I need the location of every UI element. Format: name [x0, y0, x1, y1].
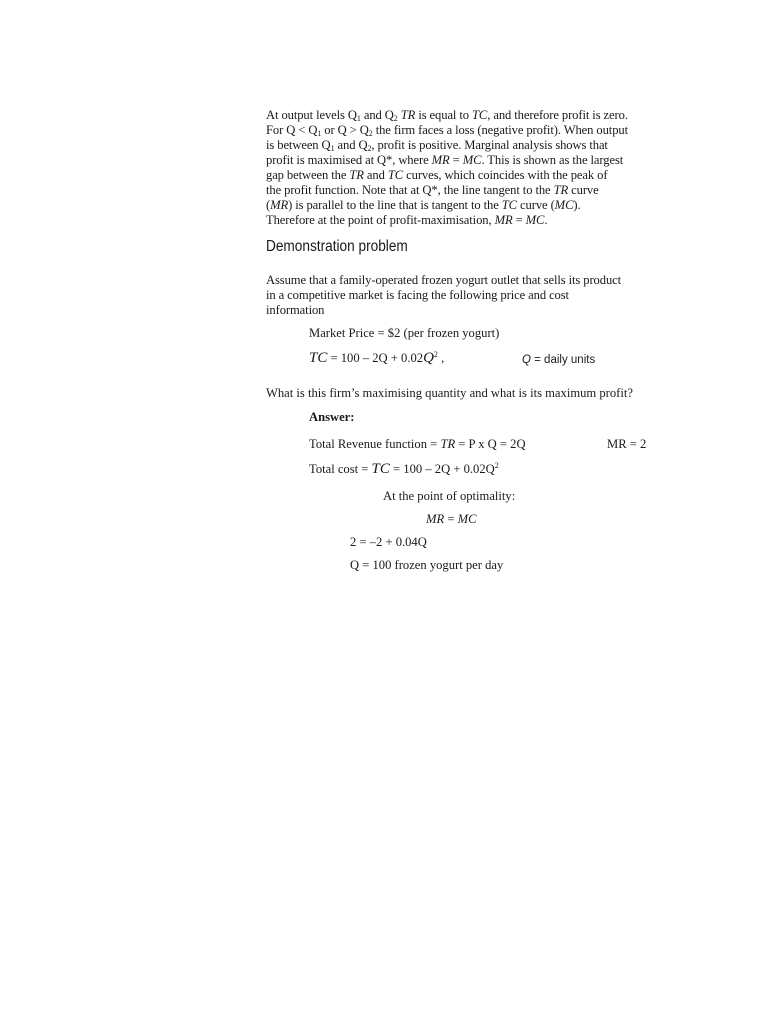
problem-line-2: in a competitive market is facing the following price and cost [266, 288, 569, 302]
intro-line-4: profit is maximised at Q*, where MR = MC. This is shown as the largest [266, 153, 624, 167]
solution-step-2: Q = 100 frozen yogurt per day [350, 558, 504, 572]
intro-line-6: the profit function. Note that at Q*, the line tangent to the TR curve [266, 183, 599, 197]
market-price-line: Market Price = $2 (per frozen yogurt) [309, 326, 500, 340]
optimality-line: At the point of optimality: [383, 489, 516, 503]
solution-step-1: 2 = –2 + 0.04Q [350, 535, 427, 549]
mr-equals-mc: MR = MC [426, 512, 477, 526]
problem-line-1: Assume that a family-operated frozen yogurt outlet that sells its product [266, 273, 622, 287]
answer-label: Answer: [309, 410, 355, 424]
intro-line-3: is between $Q_1$ and $Q_2$, profit is positive. Marginal analysis shows that [266, 138, 608, 153]
quantity-definition: Q = daily units [522, 354, 596, 366]
intro-line-1: At output levels $Q_1$ and $Q_2$ TR is equal to TC, and therefore profit is zero. [266, 108, 628, 123]
total-revenue-line: Total Revenue function = TR = P x Q = 2Q [309, 437, 526, 451]
total-cost-equation: TC = $100 - 2Q + 0.02Q^2$ , [309, 350, 445, 366]
intro-line-7: (MR) is parallel to the line that is tangent to the TC curve (MC). [266, 198, 581, 212]
total-cost-line: Total cost = TC = $100 - 2Q + 0.02Q^2$ [309, 461, 499, 477]
intro-line-5: gap between the TR and TC curves, which coincides with the peak of [266, 168, 608, 182]
marginal-revenue-value: MR = 2 [607, 437, 647, 451]
problem-line-3: information [266, 303, 325, 317]
intro-line-2: For $Q < Q_1$ or $Q > Q_2$ the firm faces a loss (negative profit). When output [266, 123, 628, 138]
intro-paragraph [266, 108, 656, 228]
problem-paragraph [266, 273, 656, 318]
section-heading: Demonstration problem [266, 238, 408, 255]
problem-question: What is this firm’s maximising quantity and what is its maximum profit? [266, 386, 633, 400]
intro-line-8: Therefore at the point of profit-maximisation, MR = MC. [266, 213, 548, 227]
